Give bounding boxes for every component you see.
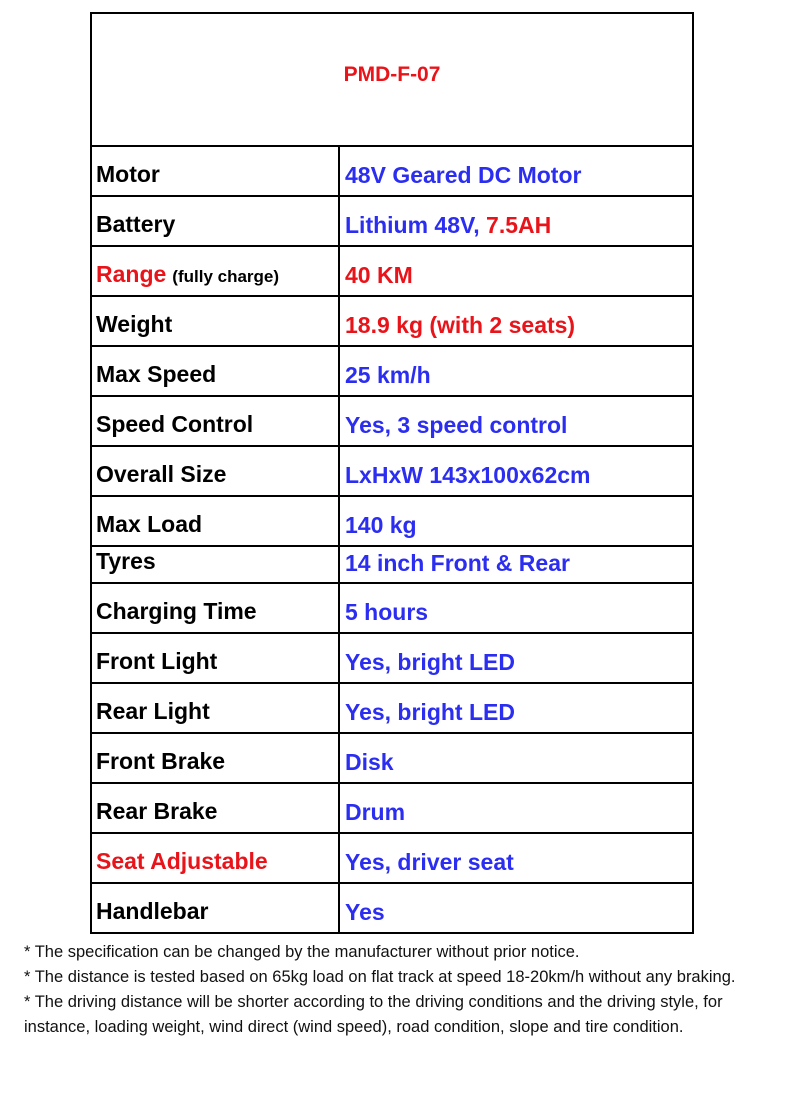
spec-row-speed-control <box>92 397 692 447</box>
spec-row-weight <box>92 297 692 347</box>
footnote: * The driving distance will be shorter according to the driving conditions and the driving style, for instance, loading weight, wind direct (wind speed), road condition, slope and tire condition. <box>24 993 723 1036</box>
spec-value: 40 KM <box>345 262 413 288</box>
spec-label: Front Light <box>92 634 340 682</box>
battery-capacity-value: 7.5AH <box>486 212 552 238</box>
battery-type-value: Lithium 48V, <box>345 212 480 238</box>
spec-value <box>340 197 692 245</box>
spec-label: Rear Brake <box>92 784 340 832</box>
spec-label: Max Load <box>92 497 340 545</box>
spec-label: Seat Adjustable <box>92 834 340 882</box>
spec-value: 5 hours <box>345 599 429 625</box>
spec-value: Drum <box>345 799 406 825</box>
spec-label: Handlebar <box>92 884 340 932</box>
spec-row-front-brake <box>92 734 692 784</box>
footnote: * The distance is tested based on 65kg load on flat track at speed 18-20km/h without any braking. <box>24 968 736 986</box>
spec-label: Tyres <box>92 547 340 582</box>
spec-label: Front Brake <box>92 734 340 782</box>
spec-label: Motor <box>92 147 340 195</box>
title-row <box>92 14 692 147</box>
spec-row-seat-adjustable <box>92 834 692 884</box>
spec-row-overall-size <box>92 447 692 497</box>
footnotes <box>24 940 774 1040</box>
spec-row-motor <box>92 147 692 197</box>
spec-value: 14 inch Front & Rear <box>345 550 570 576</box>
spec-value: Yes, bright LED <box>345 649 515 675</box>
spec-label: Overall Size <box>92 447 340 495</box>
spec-value: 18.9 kg (with 2 seats) <box>345 312 576 338</box>
spec-value: Yes, bright LED <box>345 699 515 725</box>
spec-label: Speed Control <box>92 397 340 445</box>
spec-value: Yes, 3 speed control <box>345 412 568 438</box>
spec-value: 25 km/h <box>345 362 431 388</box>
spec-row-max-speed <box>92 347 692 397</box>
spec-value: 140 kg <box>345 512 417 538</box>
spec-label <box>92 247 340 295</box>
spec-label: Rear Light <box>92 684 340 732</box>
spec-value: LxHxW 143x100x62cm <box>345 462 591 488</box>
model-title: PMD-F-07 <box>343 63 441 86</box>
spec-row-battery <box>92 197 692 247</box>
spec-label: Battery <box>92 197 340 245</box>
spec-value: Disk <box>345 749 394 775</box>
spec-row-max-load <box>92 497 692 547</box>
spec-value: 48V Geared DC Motor <box>345 162 582 188</box>
spec-table <box>90 12 694 934</box>
spec-row-tyres <box>92 547 692 584</box>
spec-row-range <box>92 247 692 297</box>
spec-row-charging-time <box>92 584 692 634</box>
spec-value: Yes, driver seat <box>345 849 514 875</box>
spec-label: Weight <box>92 297 340 345</box>
spec-row-handlebar <box>92 884 692 932</box>
spec-row-front-light <box>92 634 692 684</box>
spec-label: Charging Time <box>92 584 340 632</box>
spec-value: Yes <box>345 899 385 925</box>
footnote: * The specification can be changed by the manufacturer without prior notice. <box>24 943 580 961</box>
spec-row-rear-light <box>92 684 692 734</box>
range-label-note: (fully charge) <box>172 267 280 286</box>
range-label: Range <box>96 261 167 287</box>
spec-row-rear-brake <box>92 784 692 834</box>
spec-label: Max Speed <box>92 347 340 395</box>
